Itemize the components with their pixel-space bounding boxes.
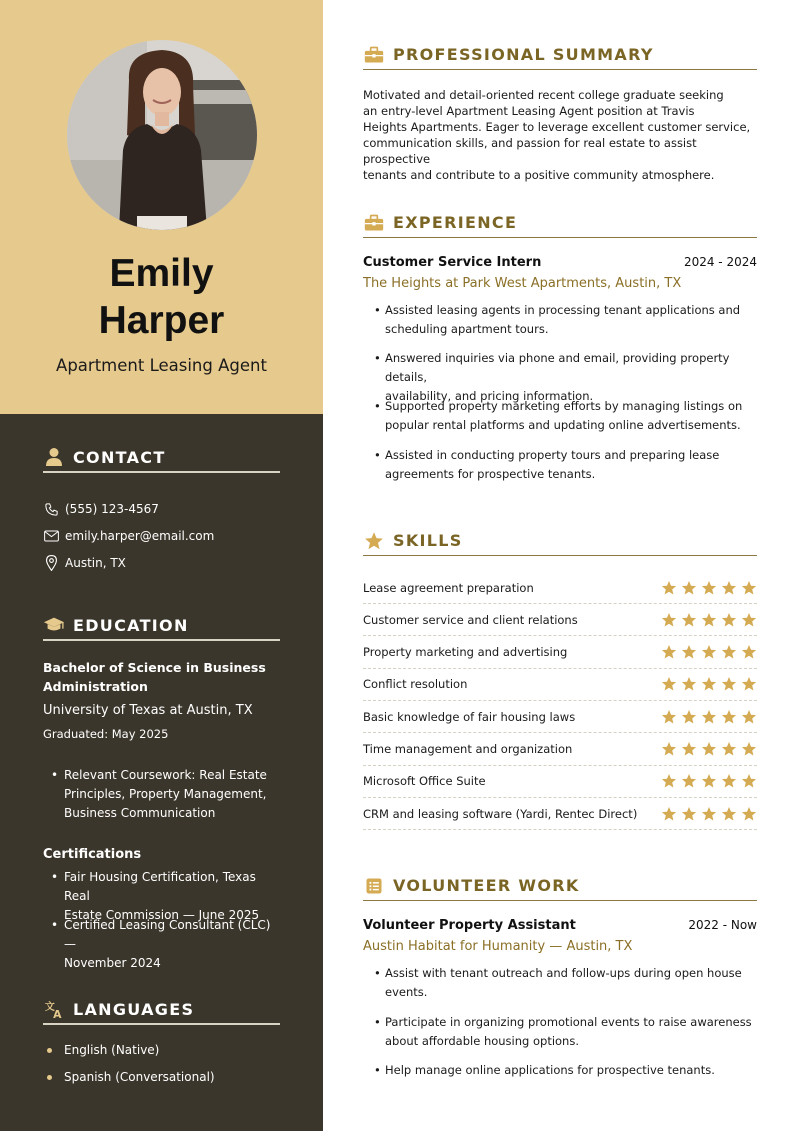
- skill-label: Microsoft Office Suite: [363, 774, 486, 789]
- candidate-role: Apartment Leasing Agent: [56, 356, 267, 375]
- skill-label: CRM and leasing software (Yardi, Rentec Direct): [363, 806, 638, 821]
- bullet-line: • Assist with tenant outreach and follow-ups during open house: [385, 966, 742, 980]
- skill-row: [363, 798, 757, 830]
- contact-heading-label: CONTACT: [73, 447, 166, 467]
- skill-label: Time management and organization: [363, 742, 573, 756]
- skill-row: [363, 766, 757, 798]
- briefcase-icon: [363, 212, 385, 234]
- volunteer-organization: Austin Habitat for Humanity — Austin, TX: [363, 939, 633, 954]
- languages-heading-label: LANGUAGES: [73, 999, 195, 1019]
- skill-label: Property marketing and advertising: [363, 645, 568, 660]
- star-icon: [741, 580, 757, 596]
- star-icon: [741, 806, 757, 822]
- skill-rating: [661, 806, 757, 822]
- star-icon: [741, 644, 757, 660]
- volunteer-dates: 2022 - Now: [688, 918, 757, 932]
- star-icon: [701, 676, 717, 692]
- star-icon: [681, 709, 697, 725]
- graduation-cap-icon: [43, 614, 65, 636]
- translate-icon: [43, 998, 65, 1020]
- skill-row: [363, 637, 757, 669]
- star-icon: [681, 676, 697, 692]
- skill-rating: [661, 676, 757, 692]
- star-icon: [721, 709, 737, 725]
- contact-location: [43, 555, 126, 571]
- language-label: Spanish (Conversational): [64, 1070, 215, 1084]
- certification-line: Estate Commission — June 2025: [64, 908, 260, 922]
- summary-heading: [363, 40, 757, 70]
- skill-label: Lease agreement preparation: [363, 580, 534, 595]
- person-icon: [43, 446, 65, 468]
- certification-line: November 2024: [64, 956, 161, 970]
- bullet-line: • Supported property marketing efforts by managing listings on: [385, 399, 743, 413]
- star-icon: [661, 773, 677, 789]
- star-icon: [721, 806, 737, 822]
- contact-phone[interactable]: [43, 501, 159, 517]
- email-address: emily.harper@email.com: [65, 529, 215, 543]
- phone-number: (555) 123-4567: [65, 502, 159, 516]
- star-icon: [741, 709, 757, 725]
- skill-row: [363, 701, 757, 733]
- star-icon: [701, 644, 717, 660]
- phone-icon: [43, 501, 59, 517]
- skill-row: [363, 572, 757, 604]
- volunteer-bullet: [374, 1061, 762, 1080]
- degree-line-2: Administration: [43, 679, 148, 694]
- location-text: Austin, TX: [65, 556, 126, 570]
- summary-line: an entry-level Apartment Leasing Agent position at Travis: [363, 104, 695, 118]
- certifications-heading: Certifications: [43, 847, 142, 862]
- list-icon: [363, 875, 385, 897]
- skill-label: Conflict resolution: [363, 677, 468, 692]
- skill-rating: [661, 741, 757, 757]
- skill-rating: [661, 612, 757, 628]
- experience-dates: 2024 - 2024: [683, 255, 757, 269]
- skill-row: [363, 604, 757, 636]
- star-icon: [721, 580, 737, 596]
- coursework-line-1: • Relevant Coursework: Real Estate: [64, 768, 267, 782]
- skill-rating: [661, 580, 757, 596]
- star-icon: [741, 612, 757, 628]
- bullet-line: availability, and pricing information.: [385, 389, 594, 403]
- profile-photo: [67, 40, 257, 230]
- svg-text:A: A: [53, 1008, 62, 1019]
- summary-line: communication skills, and passion for real estate to assist prospective: [363, 136, 697, 166]
- volunteer-bullet: [374, 964, 762, 1002]
- bullet-line: agreements for prospective tenants.: [385, 467, 596, 481]
- summary-text: [363, 87, 757, 183]
- coursework-line-2: Principles, Property Management,: [64, 787, 267, 801]
- bullet-line: about affordable housing options.: [385, 1034, 579, 1048]
- language-item: [47, 1041, 159, 1060]
- star-icon: [701, 741, 717, 757]
- star-icon: [661, 806, 677, 822]
- summary-line: Heights Apartments. Eager to leverage excellent customer service,: [363, 120, 751, 134]
- summary-line: tenants and contribute to a positive community atmosphere.: [363, 168, 715, 182]
- bullet-line: • Assisted in conducting property tours and preparing lease: [385, 448, 720, 462]
- star-icon: [661, 644, 677, 660]
- candidate-last-name: Harper: [98, 299, 225, 342]
- star-icon: [701, 709, 717, 725]
- candidate-name: [0, 250, 323, 344]
- contact-heading: [43, 443, 280, 473]
- star-icon: [701, 773, 717, 789]
- graduation-date: Graduated: May 2025: [43, 727, 169, 741]
- star-icon: [721, 676, 737, 692]
- star-icon: [701, 806, 717, 822]
- experience-organization: The Heights at Park West Apartments, Austin, TX: [363, 276, 682, 291]
- experience-bullet: [374, 397, 762, 435]
- contact-email[interactable]: [43, 528, 214, 544]
- star-icon: [681, 741, 697, 757]
- sidebar: [0, 0, 323, 1131]
- degree: [43, 658, 278, 696]
- bullet-line: scheduling apartment tours.: [385, 322, 549, 336]
- coursework-line-3: Business Communication: [64, 806, 216, 820]
- school-name: University of Texas at Austin, TX: [43, 703, 253, 718]
- star-icon: [363, 530, 385, 552]
- star-icon: [661, 580, 677, 596]
- skill-label: Basic knowledge of fair housing laws: [363, 709, 576, 724]
- experience-job-title: Customer Service Intern: [363, 255, 542, 270]
- skill-rating: [661, 644, 757, 660]
- languages-heading: [43, 995, 280, 1025]
- star-icon: [661, 741, 677, 757]
- skill-row: [363, 734, 757, 766]
- star-icon: [741, 773, 757, 789]
- bullet-line: events.: [385, 985, 428, 999]
- education-heading-label: EDUCATION: [73, 615, 189, 635]
- experience-bullet: [374, 446, 762, 484]
- volunteer-heading: [363, 871, 757, 901]
- certification-line: • Certified Leasing Consultant (CLC) —: [64, 918, 271, 951]
- coursework-item: [51, 766, 279, 823]
- summary-line: Motivated and detail-oriented recent college graduate seeking: [363, 88, 724, 102]
- star-icon: [721, 773, 737, 789]
- skill-row: [363, 669, 757, 701]
- experience-heading-label: EXPERIENCE: [393, 213, 518, 232]
- volunteer-bullet: [374, 1013, 762, 1051]
- star-icon: [721, 612, 737, 628]
- language-item: [47, 1068, 215, 1087]
- bullet-line: popular rental platforms and updating online advertisements.: [385, 418, 741, 432]
- star-icon: [661, 709, 677, 725]
- star-icon: [701, 612, 717, 628]
- bullet-line: • Answered inquiries via phone and email, providing property details,: [385, 351, 730, 384]
- star-icon: [701, 580, 717, 596]
- certification-item: [51, 916, 279, 973]
- skills-heading-label: SKILLS: [393, 531, 463, 550]
- location-pin-icon: [43, 555, 59, 571]
- experience-heading: [363, 208, 757, 238]
- volunteer-role-title: Volunteer Property Assistant: [363, 918, 576, 933]
- briefcase-icon: [363, 44, 385, 66]
- education-heading: [43, 611, 280, 641]
- skill-rating: [661, 709, 757, 725]
- bullet-dot: [47, 1048, 52, 1053]
- skill-label: Customer service and client relations: [363, 612, 578, 627]
- star-icon: [721, 644, 737, 660]
- bullet-line: • Assisted leasing agents in processing tenant applications and: [385, 303, 741, 317]
- certification-line: • Fair Housing Certification, Texas Real: [64, 870, 256, 903]
- star-icon: [681, 580, 697, 596]
- star-icon: [741, 741, 757, 757]
- bullet-line: • Help manage online applications for prospective tenants.: [385, 1063, 715, 1077]
- star-icon: [681, 773, 697, 789]
- star-icon: [661, 612, 677, 628]
- star-icon: [681, 612, 697, 628]
- svg-text:文: 文: [44, 1001, 55, 1013]
- bullet-line: • Participate in organizing promotional events to raise awareness: [385, 1015, 752, 1029]
- volunteer-heading-label: VOLUNTEER WORK: [393, 876, 580, 895]
- language-label: English (Native): [64, 1043, 160, 1057]
- summary-heading-label: PROFESSIONAL SUMMARY: [393, 45, 654, 64]
- star-icon: [661, 676, 677, 692]
- experience-bullet: [374, 301, 762, 339]
- skills-heading: [363, 526, 757, 556]
- star-icon: [681, 806, 697, 822]
- star-icon: [681, 644, 697, 660]
- star-icon: [741, 676, 757, 692]
- star-icon: [721, 741, 737, 757]
- mail-icon: [43, 528, 59, 544]
- candidate-first-name: Emily: [109, 252, 214, 295]
- skill-rating: [661, 773, 757, 789]
- degree-line-1: Bachelor of Science in Business: [43, 660, 266, 675]
- bullet-dot: [47, 1075, 52, 1080]
